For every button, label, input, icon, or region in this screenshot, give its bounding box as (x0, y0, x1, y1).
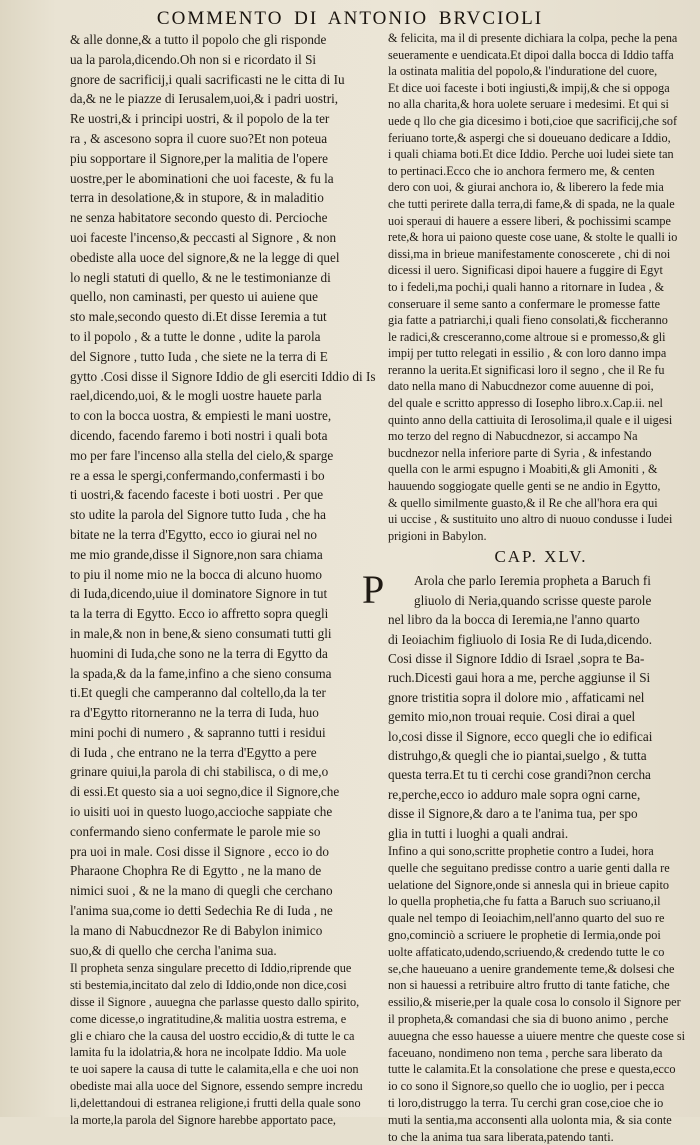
gloss-line: gia fatte a patriarchi,i quali fieno consolati,& ficcheranno (388, 313, 668, 328)
text-line: Cosi disse il Signore Iddio di Israel ,sopra te Ba- (388, 651, 645, 667)
text-line: nimici suoi , & ne la mano di quegli che cerchano (70, 883, 333, 899)
text-line: ti.Et quegli che camperanno dal coltello,da la ter (70, 685, 326, 701)
text-line: lo,cosi disse il Signore, ecco quegli che io edificai (388, 728, 653, 744)
text-line: to il popolo , & a tutte le donne , udite la parola (70, 328, 321, 344)
text-line: di Iuda,dicendo,uiue il dominatore Signore in tut (70, 586, 328, 602)
line-text: Arola che parlo Ieremia propheta a Baruch fi (414, 573, 651, 589)
gloss-line: bucdnezor nella inferiore parte di Syria , & infestando (388, 445, 652, 460)
text-line: nel libro da la bocca di Ieremia,ne l'anno quarto (388, 612, 640, 628)
gloss-line: seueramente e uendicata.Et dipoi dalla bocca di Iddio taffa (388, 47, 674, 62)
gloss-line: feriuano torte,& aspergi che si doueuano dedicare a Iddio, (388, 130, 671, 145)
gloss-line: quelle che seguitano predisse contro a uarie genti dalla re (388, 860, 670, 875)
text-line: la mano di Nabucdnezor Re di Babylon inimico (70, 922, 323, 938)
gloss-line: Infino a qui sono,scritte prophetie contro a Iudei, hora (388, 844, 654, 859)
text-line: Re uostri,& i principi uostri, & il popolo de la ter (70, 111, 330, 127)
text-line: la spada,& da la fame,infino a che sieno consuma (70, 665, 332, 681)
gloss-line: gno,cominciò a scriuere le prophetie di Iermia,onde poi (388, 928, 661, 943)
text-line: in male,& non in bene,& sieno consumati tutti gli (70, 625, 332, 641)
text-line: pra uoi in male. Cosi disse il Signore , ecco io do (70, 843, 329, 859)
gloss-line: il propheta,& comandasi che sia di buono animo , perche (388, 1012, 669, 1027)
text-line: re a essa le spergi,confermando,confermasti i bo (70, 467, 325, 483)
gloss-line: te uoi sapere la causa di tutte le calamita,ella e che uoi non (70, 1062, 359, 1077)
gloss-line: disse il Signore , auuegna che parlasse questo dallo spirito, (70, 995, 360, 1010)
gloss-line: lamita fu la idolatria,& hora ne incolpate Iddio. Ma uole (70, 1045, 347, 1060)
text-line: gnore de sacrificij,i quali sacrificasti ne le citta di Iu (70, 71, 345, 87)
gloss-line: rete,& hora ui paiono queste cose uane, & stolte le qualli io (388, 230, 678, 245)
gloss-line: to che la anima tua sara liberata,patendo tanti. (388, 1129, 614, 1144)
gloss-line: la ostinata malitia del popolo,& l'induratione del cuore, (388, 64, 658, 79)
text-line: sto udite la parola del Signore tutto Iuda , che ha (70, 507, 326, 523)
left-commentary-gloss (70, 960, 382, 1128)
gloss-line: lo quella prophetia,che fu fatta a Baruch suo scriuano,il (388, 894, 661, 909)
text-line: gemito mio,non trouai requie. Cosi dirai a quel (388, 709, 636, 725)
text-line: ua la parola,dicendo.Oh non si e ricordato il Si (70, 51, 317, 67)
text-line: bitate ne la terra d'Egytto, ecco io giurai nel no (70, 526, 317, 542)
text-line: di Ieoiachim figliuolo di Iosia Re di Iuda,dicendo. (388, 631, 653, 647)
gloss-line: tutte le calamita.Et la consolatione che prese e questa,ecco (388, 1062, 676, 1077)
text-line: confermando sieno confermate le parole mie so (70, 823, 321, 839)
gloss-line: to i fedeli,ma pochi,i quali hanno a ritornare in Iudea , & (388, 279, 665, 294)
text-line: mini pochi di numero , & sapranno tutti i residui (70, 724, 326, 740)
gloss-line: che tutti perirete dalla terra,di fame,& di spada, ne la quale (388, 196, 675, 211)
chapter-main-text (362, 567, 694, 843)
gloss-line: quale nel tempo di Ieoiachim,nell'anno quarto del suo re (388, 911, 665, 926)
gloss-line: del quale e scritto appresso di Iosepho libro.x.Cap.ii. nel (388, 396, 663, 411)
gloss-line: dicessi il uero. Significasi dipoi hauere a fuggire di Egyt (388, 263, 663, 278)
gloss-line: dero con uoi, & giurai anchora io, & liberero la fede mia (388, 180, 664, 195)
left-main-text (70, 30, 385, 960)
text-line: suo,& di quello che cercha l'anima sua. (70, 942, 277, 958)
chapter-heading: CAP. XLV. (494, 547, 588, 567)
text-line: quello, non caminasti, per questo ui auiene que (70, 289, 318, 305)
text-line: sto male,secondo questo di.Et disse Ieremia a tut (70, 309, 327, 325)
gloss-line: quinto anno della cattiuita di Ierosolima,il quale e il uigesi (388, 412, 673, 427)
text-line: ra d'Egytto ritorneranno ne la terra di Iuda, huo (70, 705, 319, 721)
gloss-line: auuegna che esso hauesse a uiuere mentre che queste cose si (388, 1028, 686, 1043)
gloss-line: conseruare il seme santo a confermare le promesse fatte (388, 296, 661, 311)
gloss-line: muti la sentia,ma acconsenti alla uolonta mia, & sia conte (388, 1112, 672, 1127)
gloss-line: uoi speraui di hauere a essere liberi, & pochissimi scampe (388, 213, 671, 228)
running-head: COMMENTO DI ANTONIO BRVCIOLI (156, 8, 544, 29)
text-line: gnore tristitia sopra il dolore mio , affaticami nel (388, 689, 645, 705)
gloss-line: li,delettandoui di estranea religione,i frutti della quale sono (70, 1095, 361, 1110)
gloss-line: impij per tutto relegati in essilio , & con loro danno impa (388, 346, 667, 361)
gloss-line: mo terzo del regno di Nabucdnezor, si accampo Na (388, 429, 638, 444)
gloss-line: quella con le armi espugno i Moabiti,& gli Amoniti , & (388, 462, 658, 477)
text-line: mo per fare l'incenso alla stella del cielo,& sparge (70, 447, 334, 463)
text-line: del Signore , tutto Iuda , che siete ne la terra di E (70, 348, 328, 364)
gloss-line: non si hauessi a retribuire altro frutto di tante fatiche, che (388, 978, 670, 993)
text-line: ne senza habitatore secondo questo di. Percioche (70, 210, 328, 226)
gloss-line: se,che haueuano a uenire grandemente teme,& dolsesi che (388, 961, 675, 976)
text-line: ta la terra di Egytto. Ecco io affretto sopra quegli (70, 606, 329, 622)
text-line: dicendo, facendo faremo i boti nostri i quali bota (70, 427, 328, 443)
gloss-line: Il propheta senza singulare precetto di Iddio,riprende que (70, 961, 352, 976)
text-line: gliuolo di Neria,quando scrisse queste parole (414, 592, 652, 608)
text-line: ti uostri,& facendo faceste i boti uostri . Per que (70, 487, 324, 503)
text-line: di essi.Et questo sia a uoi segno,dice il Signore,che (70, 784, 340, 800)
gloss-line: uolte affaticato,udendo,scriuendo,& credendo tutte le co (388, 944, 665, 959)
gloss-line: la morte,la parola del Signore harebbe apportato pace, (70, 1112, 336, 1127)
text-line: io uisiti uoi in questo luogo,accioche sappiate che (70, 804, 333, 820)
text-line: gytto .Cosi disse il Signore Iddio de gli eserciti Iddio di Is (70, 368, 376, 384)
gloss-line: Et dice uoi faceste i boti ingiusti,& impij,& che si oppoga (388, 80, 670, 95)
text-line: da,& ne le piazze di Ierusalem,uoi,& i padri uostri, (70, 91, 339, 107)
gloss-line: reranno la uerita.Et significasi loro il segno , che il Re fu (388, 362, 665, 377)
text-line: ra , & ascesono sopra il cuore suo?Et non poteua (70, 130, 328, 146)
text-line: rael,dicendo,uoi, & le mogli uostre hauete parla (70, 388, 322, 404)
gloss-line: dissi,ma in brieue manifestamente conoscerete , chi di noi (388, 246, 671, 261)
gloss-line: essilio,& miserie,per la quale cosa lo consolo il Signore per (388, 995, 681, 1010)
text-line: to piu il nome mio ne la bocca di alcuno huomo (70, 566, 322, 582)
gloss-line: obediste mai alla uoce del Signore, essendo sempre incredu (70, 1079, 363, 1094)
drop-capital: P (362, 567, 385, 613)
gloss-line: uelatione del Signore,onde si annesla qui in brieue capito (388, 877, 670, 892)
left-column (70, 30, 385, 1128)
text-line: di Iuda , che entrano ne la terra d'Egytto a pere (70, 744, 317, 760)
text-line: glia in tutti i luoghi a quali andrai. (388, 825, 569, 841)
right-commentary-top (388, 30, 694, 544)
gloss-line: prigioni in Babylon. (388, 528, 487, 543)
text-line: ruch.Dicesti gaui hora a me, perche aggiunse il Si (388, 670, 651, 686)
gloss-line: le radici,& cresceranno,come altroue si e promesso,& gli (388, 329, 666, 344)
gloss-line: faceuano, nondimeno non tema , perche sara liberato da (388, 1045, 663, 1060)
text-line: lo negli statuti di quello, & ne le testimonianze di (70, 269, 331, 285)
text-line: Pharaone Chophra Re di Egytto , ne la mano de (70, 863, 322, 879)
gloss-line: dato nella mano di Nabucdnezor come auuenne di poi, (388, 379, 654, 394)
gloss-line: to pertinaci.Ecco che io anchora fermero me, & centen (388, 163, 655, 178)
gloss-line: no alla charita,& hora uolete seruare i medesimi. Et qui si (388, 97, 669, 112)
text-line: uoi faceste l'incenso,& peccasti al Signore , & non (70, 229, 337, 245)
text-line: l'anima sua,come io detti Sedechia Re di Iuda , ne (70, 903, 333, 919)
gloss-line: hauuendo soggiogate quelle genti se ne andio in Egytto, (388, 479, 661, 494)
text-line: uostre,per le abominationi che uoi faceste, & fu la (70, 170, 334, 186)
text-line: re,perche,ecco io adduro male sopra ogni carne, (388, 786, 641, 802)
gloss-line: io co sono il Signore,so quello che io uoglio, per i pecca (388, 1079, 665, 1094)
gloss-line: ti loro,distruggo la terra. Tu cerchi gran cose,cioe che io (388, 1096, 664, 1111)
text-line: me mio grande,disse il Signore,non sara chiama (70, 546, 323, 562)
gloss-line: i quali chiama boti.Et dice Iddio. Perche uoi ludei siete tan (388, 147, 674, 162)
gloss-line: uede q llo che gia dicesimo i boti,cioe que sacrificij,che sof (388, 113, 678, 128)
text-line: distruhgo,& quegli che io piantai,suelgo , & tutta (388, 748, 647, 764)
gloss-line: sti bestemia,incitato dal zelo di Iddio,onde non dice,cosi (70, 978, 347, 993)
right-column (362, 30, 694, 1145)
text-line: to con la bocca uostra, & empiesti le mani uostre, (70, 408, 332, 424)
text-line: huomini di Iuda,che sono ne la terra di Egytto da (70, 645, 328, 661)
gloss-line: come dicesse,o ingratitudine,& malitia uostra estrema, e (70, 1011, 347, 1026)
text-line: terra in desolatione,& in stupore, & in maladitio (70, 190, 324, 206)
text-line: grinare quiui,la parola di chi stabilisca, o di me,o (70, 764, 329, 780)
text-line: disse il Signore,& daro a te l'anima tua, per spo (388, 806, 638, 822)
text-line: & alle donne,& a tutto il popolo che gli risponde (70, 32, 327, 47)
text-line: piu sopportare il Signore,per la malitia de l'opere (70, 150, 328, 166)
text-line: questa terra.Et tu ti cerchi cose grandi?non cercha (388, 767, 651, 783)
gloss-line: gli e chiaro che la causa del uostro eccidio,& di tutte le ca (70, 1028, 355, 1043)
gloss-line: & quello similmente guasto,& il Re che all'hora era qui (388, 495, 658, 510)
text-line: obediste alla uoce del signore,& ne la legge di quel (70, 249, 340, 265)
gloss-line: & felicita, ma il di presente dichiara la colpa, peche la pena (388, 31, 678, 45)
gloss-line: ui uccise , & sustituito uno altro di nuouo condusse i Iudei (388, 512, 673, 527)
right-commentary-gloss (388, 843, 694, 1145)
